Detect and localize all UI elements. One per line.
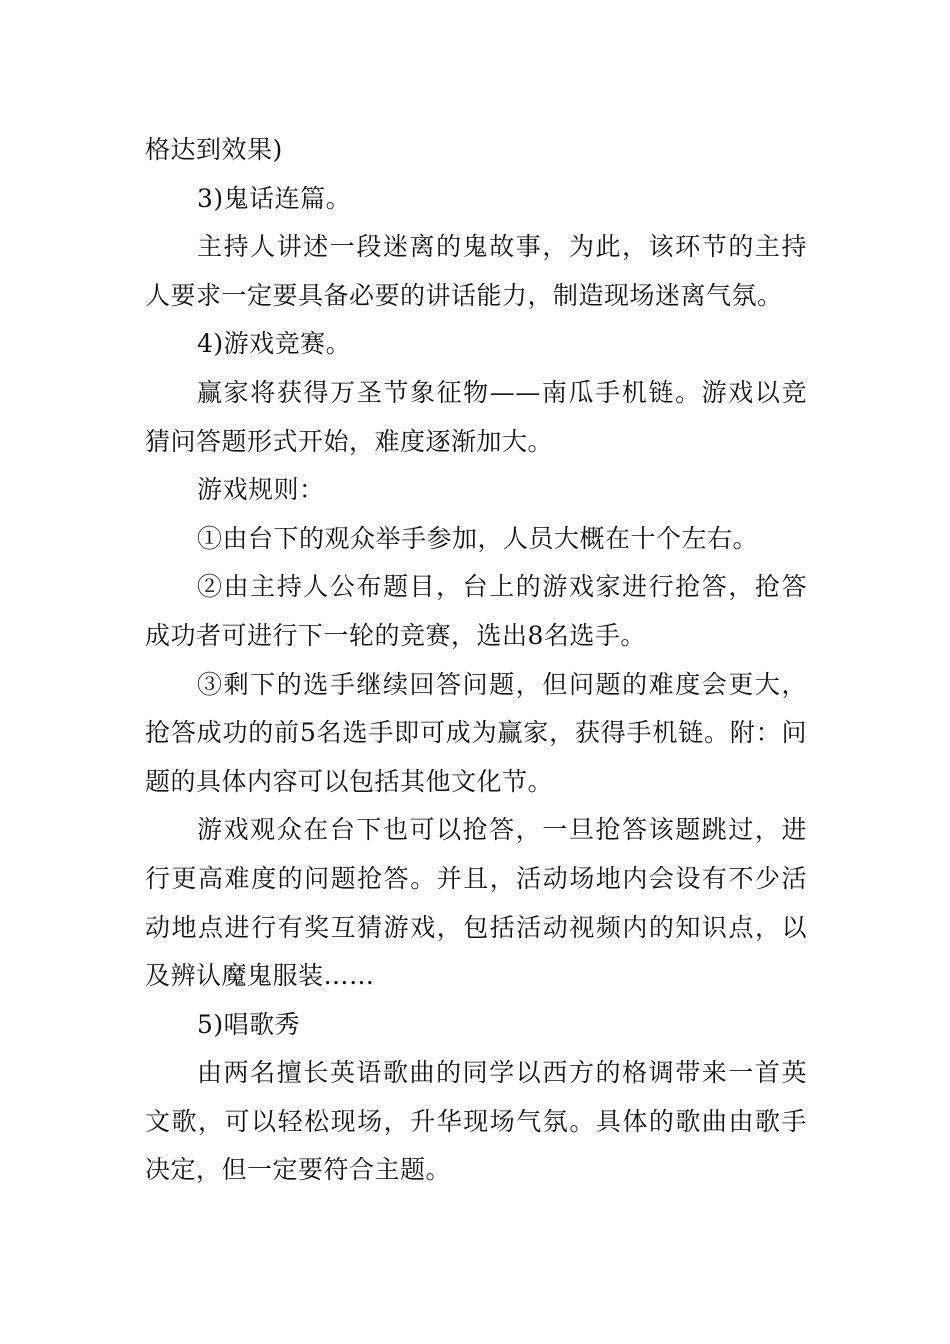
paragraph-audience-answer: 游戏观众在台下也可以抢答，一旦抢答该题跳过，进行更高难度的问题抢答。并且，活动场地内会设有不少活动地点进行有奖互猜游戏，包括活动视频内的知识点，以及辨认魔鬼服装…… bbox=[145, 815, 807, 991]
paragraph-game-contest: 赢家将获得万圣节象征物——南瓜手机链。游戏以竞猜问答题形式开始，难度逐渐加大。 bbox=[145, 377, 807, 456]
rule-item-3: ③剩下的选手继续回答问题，但问题的难度会更大，抢答成功的前5名选手即可成为赢家，获得手机链。附：问题的具体内容可以包括其他文化节。 bbox=[145, 669, 807, 796]
section-heading-ghost-stories: 3)鬼话连篇。 bbox=[197, 183, 352, 213]
paragraph-singing-show: 由两名擅长英语歌曲的同学以西方的格调带来一首英文歌，可以轻松现场，升华现场气氛。具体的歌曲由歌手决定，但一定要符合主题。 bbox=[145, 1058, 807, 1185]
heading-game-rules: 游戏规则： bbox=[197, 475, 325, 505]
section-heading-singing-show: 5)唱歌秀 bbox=[197, 1009, 301, 1039]
paragraph-ghost-stories: 主持人讲述一段迷离的鬼故事，为此，该环节的主持人要求一定要具备必要的讲话能力，制造现场迷离气氛。 bbox=[145, 232, 807, 310]
rule-item-2: ②由主持人公布题目，台上的游戏家进行抢答，抢答成功者可进行下一轮的竞赛，选出8名选手。 bbox=[145, 572, 807, 650]
paragraph-continuation: 格达到效果) bbox=[145, 135, 283, 164]
rule-item-1: ①由台下的观众举手参加，人员大概在十个左右。 bbox=[197, 523, 759, 553]
section-heading-game-contest: 4)游戏竞赛。 bbox=[197, 329, 352, 359]
document-body bbox=[145, 126, 807, 1195]
